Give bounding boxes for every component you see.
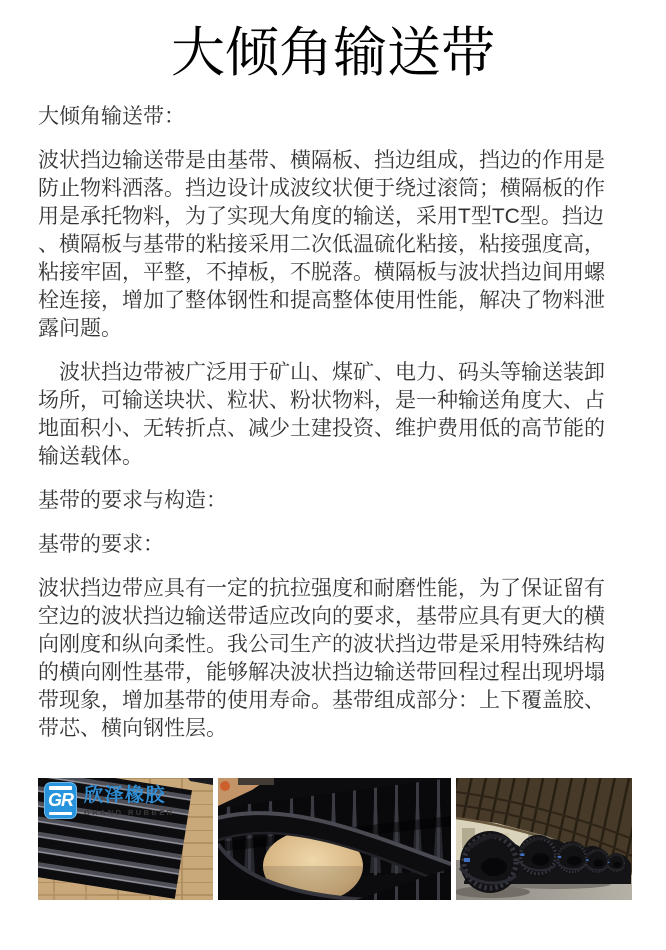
paragraph-intro-label: 大倾角输送带： bbox=[38, 105, 185, 128]
paragraph-heading-structure: 基带的要求与构造： bbox=[38, 489, 227, 512]
photo3-illustration bbox=[456, 778, 632, 900]
watermark-brand-en: GRAND RUBBER bbox=[84, 808, 175, 817]
photo2-illustration bbox=[218, 778, 451, 900]
watermark-brand-cn: 欣泽橡胶 bbox=[84, 785, 167, 806]
article-body bbox=[38, 103, 614, 743]
product-image-gallery bbox=[38, 778, 632, 900]
paragraph-applications: 波状挡边带被广泛用于矿山、煤矿、电力、码头等输送装卸场所，可输送块状、粒状、粉状物料，是一种输送角度大、占地面积小、无转折点、减少土建投资、维护费用低的高节能的输送载体。 bbox=[38, 361, 605, 468]
grand-rubber-logo-icon: GR bbox=[44, 782, 77, 819]
paragraph-composition: 波状挡边输送带是由基带、横隔板、挡边组成，挡边的作用是防止物料洒落。挡边设计成波纹状便于绕过滚筒；横隔板的作用是承托物料，为了实现大角度的输送，采用T型TC型。挡边、横隔板与基带的粘接采用二次低温硫化粘接，粘接强度高，粘接牢固，平整，不掉板，不脱落。横隔板与波状挡边间用螺栓连接，增加了整体钢性和提高整体使用性能，解决了物料泄露问题。 bbox=[38, 149, 605, 340]
product-photo-closeup bbox=[218, 778, 451, 900]
paragraph-heading-requirements: 基带的要求： bbox=[38, 533, 164, 556]
product-article-page bbox=[0, 20, 666, 950]
brand-watermark bbox=[44, 782, 174, 819]
page-title: 大倾角输送带 bbox=[171, 23, 495, 83]
product-photo-warehouse bbox=[456, 778, 632, 900]
product-photo-sidewall-belt bbox=[38, 778, 213, 900]
paragraph-base-belt: 波状挡边带应具有一定的抗拉强度和耐磨性能，为了保证留有空边的波状挡边输送带适应改向的要求，基带应具有更大的横向刚度和纵向柔性。我公司生产的波状挡边带是采用特殊结构的横向刚性基带，能够解决波状挡边输送带回程过程出现坍塌带现象，增加基带的使用寿命。基带组成部分：上下覆盖胶、带芯、横向钢性层。 bbox=[38, 577, 605, 740]
